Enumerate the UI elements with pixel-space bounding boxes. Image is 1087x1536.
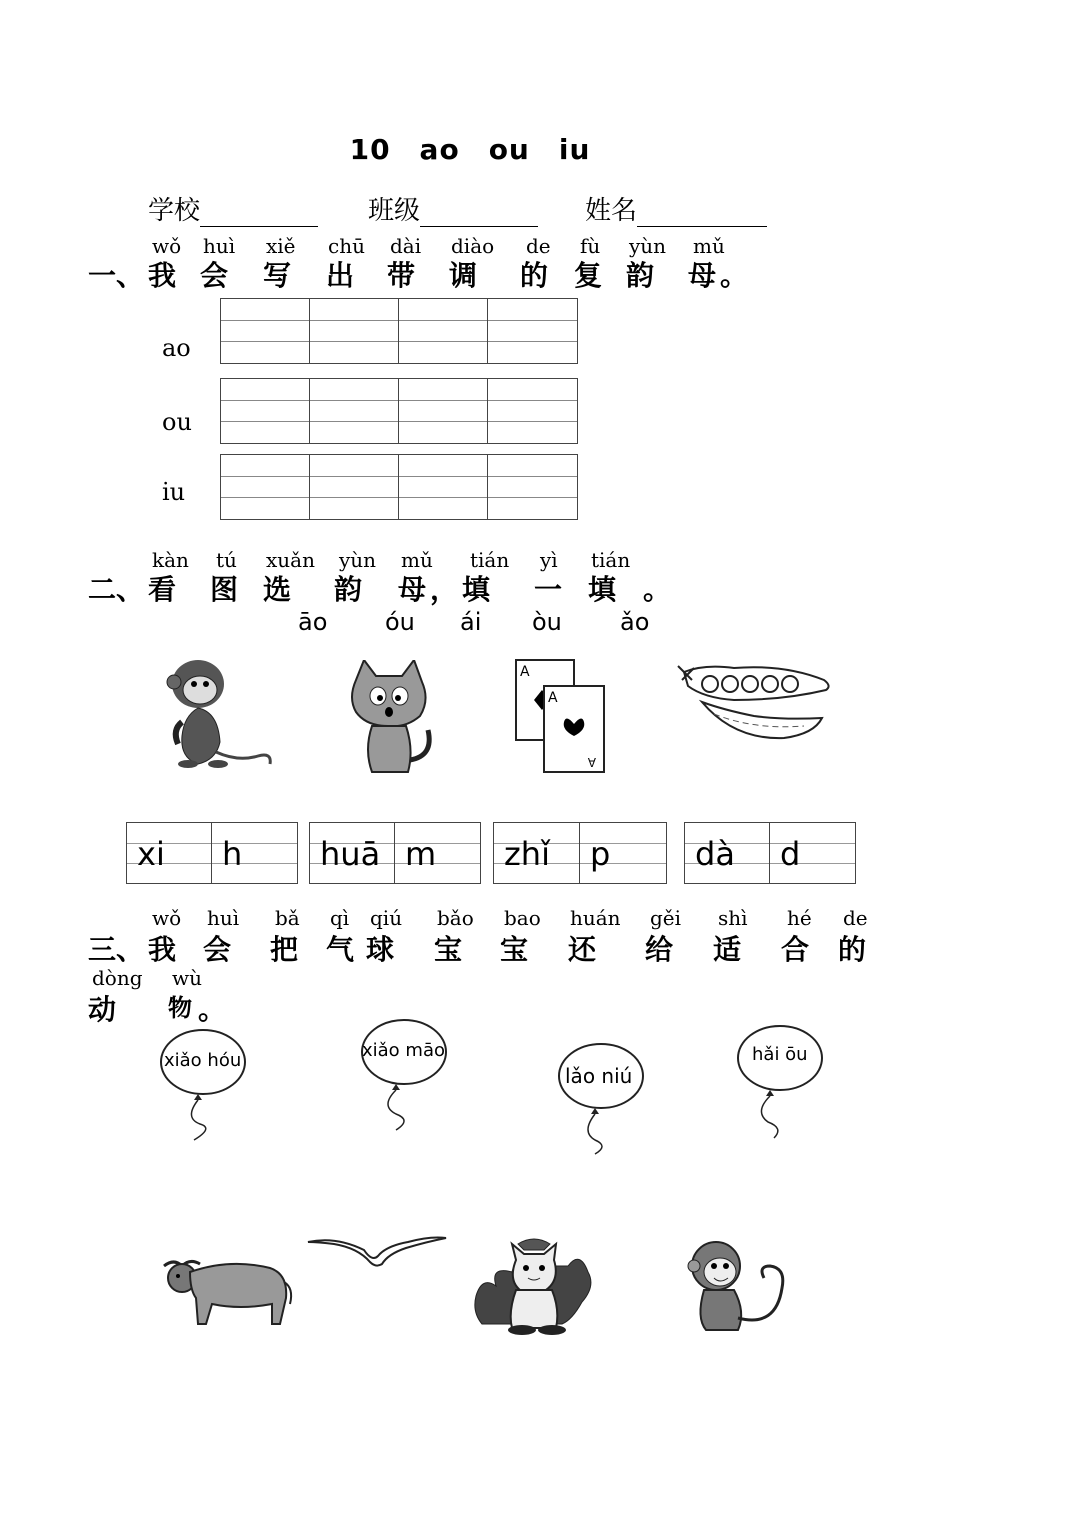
- hanzi: 填: [588, 573, 617, 606]
- answer-prefix: h: [222, 835, 243, 873]
- writing-cell[interactable]: [221, 455, 310, 519]
- answer-box[interactable]: [493, 822, 667, 884]
- hanzi: 调: [449, 259, 478, 292]
- school-label: 学校: [148, 196, 201, 226]
- hanzi: 填: [462, 573, 491, 606]
- balloon-text: lǎo niú: [565, 1064, 633, 1088]
- hanzi: 出: [326, 259, 355, 292]
- hanzi: 我: [148, 259, 177, 292]
- pinyin: chū: [328, 234, 365, 258]
- pea-pod-icon: [674, 660, 836, 750]
- pinyin: qiú: [370, 906, 403, 930]
- pinyin: tián: [591, 548, 631, 572]
- answer-prefix: m: [405, 835, 437, 873]
- balloon-icon: [734, 1024, 830, 1140]
- answer-box[interactable]: [126, 822, 298, 884]
- pinyin: kàn: [152, 548, 189, 572]
- answer-cell[interactable]: [127, 823, 212, 883]
- hanzi: 看: [148, 573, 177, 606]
- answer-cell[interactable]: [580, 823, 666, 883]
- hanzi: 还: [568, 933, 597, 966]
- hanzi: 把: [270, 933, 299, 966]
- pinyin: wù: [172, 966, 202, 990]
- balloon-hai-ou[interactable]: [734, 1024, 830, 1140]
- punctuation: 。: [198, 993, 227, 1026]
- pinyin: de: [843, 906, 868, 930]
- answer-prefix: huā: [320, 835, 381, 873]
- pinyin: tú: [216, 548, 237, 572]
- writing-cell[interactable]: [221, 379, 310, 443]
- hanzi: 宝: [434, 933, 463, 966]
- section-number: 二、: [88, 573, 145, 606]
- hanzi: 会: [200, 259, 229, 292]
- writing-grid-iu[interactable]: [220, 454, 578, 520]
- pinyin: fù: [580, 234, 601, 258]
- school-field[interactable]: [148, 190, 318, 227]
- option-ou4: òu: [532, 608, 562, 636]
- svg-text:A: A: [548, 690, 558, 706]
- hanzi: 复: [574, 259, 603, 292]
- pinyin: gěi: [650, 906, 682, 930]
- hanzi: 球: [366, 933, 395, 966]
- answer-cell[interactable]: [395, 823, 480, 883]
- option-ai2: ái: [460, 608, 482, 636]
- pinyin: tián: [470, 548, 510, 572]
- hanzi: 母: [398, 573, 427, 606]
- pinyin: bǎo: [437, 906, 474, 930]
- pinyin: mǔ: [693, 234, 725, 258]
- monkey-icon: [158, 652, 278, 774]
- hanzi: 宝: [500, 933, 529, 966]
- punctuation: 。: [643, 573, 672, 606]
- pinyin: yùn: [339, 548, 377, 572]
- hanzi: 写: [263, 259, 292, 292]
- punctuation: 。: [720, 259, 749, 292]
- pinyin: huì: [203, 234, 236, 258]
- answer-prefix: dà: [695, 835, 735, 873]
- hanzi: 选: [263, 573, 292, 606]
- monkey-icon: [686, 1238, 790, 1334]
- hanzi: 合: [781, 933, 810, 966]
- row-label-iu: iu: [162, 478, 186, 506]
- writing-cell[interactable]: [399, 379, 488, 443]
- writing-cell[interactable]: [488, 299, 577, 363]
- name-field[interactable]: [585, 190, 767, 227]
- pinyin: wǒ: [152, 906, 182, 930]
- pinyin: xuǎn: [266, 548, 315, 572]
- row-label-ao: ao: [162, 334, 191, 362]
- pinyin: wǒ: [152, 234, 182, 258]
- answer-cell[interactable]: [212, 823, 297, 883]
- pinyin: mǔ: [401, 548, 433, 572]
- writing-cell[interactable]: [310, 299, 399, 363]
- hanzi: 图: [210, 573, 239, 606]
- writing-cell[interactable]: [488, 455, 577, 519]
- punctuation: ，: [430, 573, 459, 606]
- writing-cell[interactable]: [488, 379, 577, 443]
- balloon-icon: [358, 1018, 454, 1134]
- hanzi: 我: [148, 933, 177, 966]
- seagull-icon: [306, 1232, 448, 1272]
- section-number: 三、: [88, 933, 145, 966]
- balloon-xiao-hou[interactable]: [158, 1028, 254, 1144]
- hanzi: 的: [520, 259, 549, 292]
- writing-cell[interactable]: [221, 299, 310, 363]
- balloon-text: hǎi ōu: [752, 1044, 808, 1065]
- answer-prefix: p: [590, 835, 611, 873]
- answer-box[interactable]: [309, 822, 481, 884]
- pinyin: diào: [451, 234, 495, 258]
- hanzi: 带: [387, 259, 416, 292]
- pinyin: qì: [330, 906, 350, 930]
- writing-cell[interactable]: [399, 455, 488, 519]
- answer-prefix: zhǐ: [504, 835, 550, 873]
- pinyin: bao: [504, 906, 541, 930]
- writing-grid-ao[interactable]: [220, 298, 578, 364]
- answer-prefix: xi: [137, 835, 165, 873]
- balloon-lao-niu[interactable]: [555, 1040, 651, 1156]
- pinyin: xiě: [266, 234, 296, 258]
- writing-cell[interactable]: [399, 299, 488, 363]
- pinyin: yùn: [629, 234, 667, 258]
- balloon-icon: [158, 1028, 254, 1144]
- answer-cell[interactable]: [310, 823, 395, 883]
- pinyin: bǎ: [275, 906, 300, 930]
- hanzi: 适: [713, 933, 742, 966]
- svg-text:A: A: [520, 664, 530, 680]
- class-field[interactable]: [368, 190, 538, 227]
- playing-cards-icon: [512, 656, 612, 776]
- answer-cell[interactable]: [494, 823, 580, 883]
- ox-icon: [160, 1254, 296, 1330]
- answer-prefix: d: [780, 835, 801, 873]
- pinyin: huì: [207, 906, 240, 930]
- pinyin: de: [526, 234, 551, 258]
- hanzi: 韵: [334, 573, 363, 606]
- option-ao1: āo: [298, 608, 328, 636]
- pinyin: hé: [787, 906, 812, 930]
- cat-icon: [472, 1236, 596, 1336]
- balloon-icon: [555, 1040, 651, 1156]
- page-title: 10 ao ou iu: [349, 133, 591, 166]
- hanzi: 的: [838, 933, 867, 966]
- writing-grid-ou[interactable]: [220, 378, 578, 444]
- hanzi: 母: [688, 259, 717, 292]
- row-label-ou: ou: [162, 408, 192, 436]
- hanzi: 物: [168, 993, 192, 1022]
- section-number: 一、: [88, 259, 145, 292]
- writing-cell[interactable]: [310, 455, 399, 519]
- option-ou2: óu: [385, 608, 415, 636]
- hanzi: 一: [534, 573, 563, 606]
- answer-box[interactable]: [684, 822, 856, 884]
- answer-cell[interactable]: [770, 823, 855, 883]
- hanzi: 给: [645, 933, 674, 966]
- class-label: 班级: [368, 196, 421, 226]
- hanzi: 韵: [626, 259, 655, 292]
- balloon-xiao-mao[interactable]: [358, 1018, 454, 1134]
- balloon-text: xiǎo hóu: [164, 1050, 242, 1071]
- pinyin: huán: [570, 906, 621, 930]
- answer-cell[interactable]: [685, 823, 770, 883]
- hanzi: 气: [326, 933, 355, 966]
- hanzi: 会: [203, 933, 232, 966]
- pinyin: dòng: [92, 966, 143, 990]
- pinyin: dài: [390, 234, 422, 258]
- hanzi: 动: [88, 993, 117, 1026]
- cat-icon: [342, 660, 442, 780]
- svg-text:A: A: [587, 755, 596, 769]
- pinyin: shì: [718, 906, 748, 930]
- name-label: 姓名: [585, 196, 638, 226]
- balloon-text: xiǎo māo: [362, 1040, 445, 1061]
- pinyin: yì: [540, 548, 558, 572]
- option-ao3: ǎo: [620, 608, 650, 636]
- writing-cell[interactable]: [310, 379, 399, 443]
